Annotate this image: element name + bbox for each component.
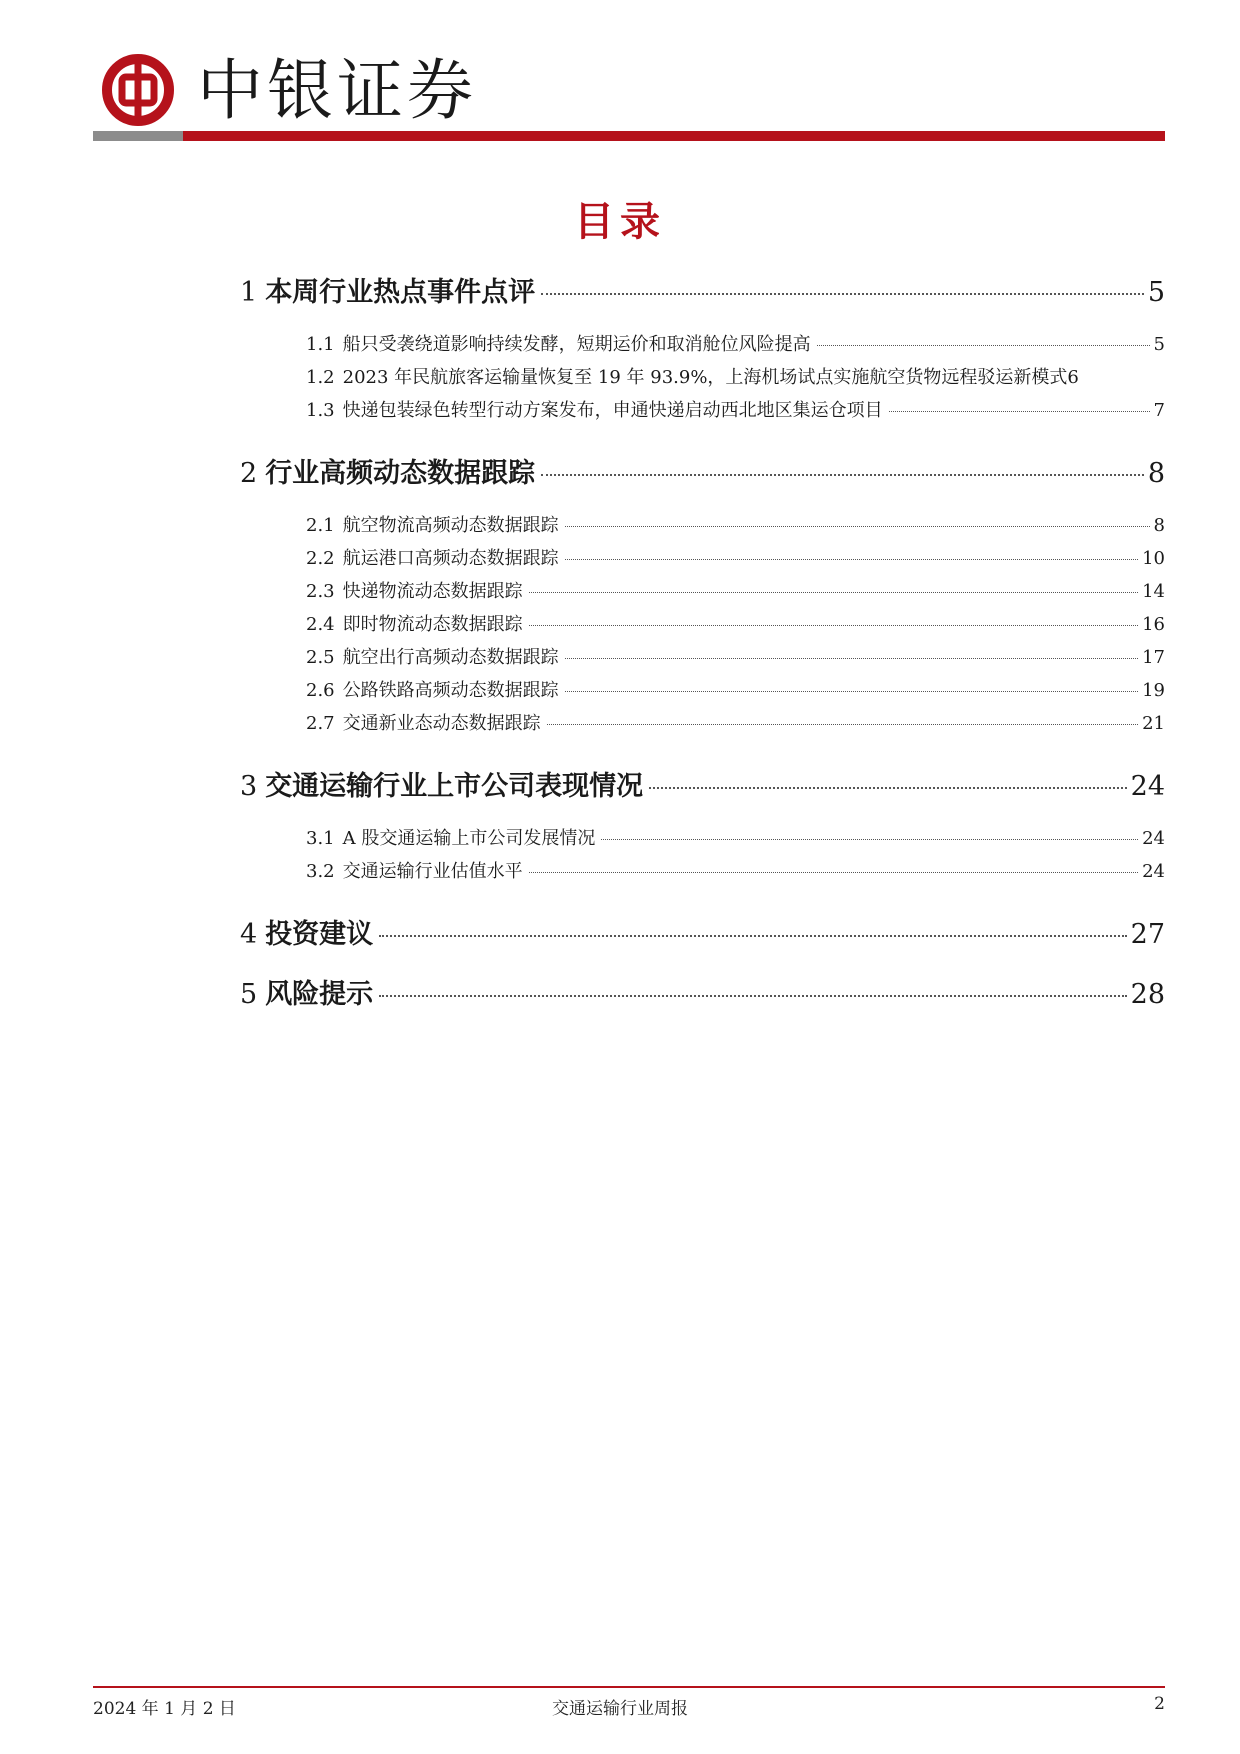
- toc-entry-number: 3.1: [306, 828, 335, 849]
- toc-entry-2-2[interactable]: [240, 544, 1165, 577]
- toc-entry-1-1[interactable]: [240, 330, 1165, 363]
- dot-leader: [529, 872, 1138, 873]
- toc-entry-page: 8: [1153, 515, 1165, 536]
- toc-entry-title: 快递包装绿色转型行动方案发布，申通快递启动西北地区集运仓项目: [342, 400, 883, 421]
- toc-entry-title: 公路铁路高频动态数据跟踪: [342, 680, 559, 701]
- toc-entry-title: 交通新业态动态数据跟踪: [342, 713, 541, 734]
- toc-entry-page: 17: [1142, 647, 1165, 668]
- dot-leader: [565, 559, 1138, 560]
- dot-leader: [889, 411, 1150, 412]
- toc-entry-title: 即时物流动态数据跟踪: [342, 614, 523, 635]
- dot-leader: [529, 625, 1138, 626]
- toc-entry-page: 28: [1130, 979, 1165, 1010]
- toc-entry-number: 1.3: [306, 400, 335, 421]
- toc-entry-page: 24: [1142, 861, 1165, 882]
- dot-leader: [601, 839, 1138, 840]
- toc-entry-page: 6: [1067, 367, 1079, 388]
- toc-entry-number: 3.2: [306, 861, 335, 882]
- toc-entry-page: 5: [1147, 277, 1165, 308]
- toc-entry-number: 1.2: [306, 367, 335, 388]
- toc-entry-number: 2.2: [306, 548, 335, 569]
- footer-date: 2024 年 1 月 2 日: [93, 1699, 236, 1719]
- toc-entry-title: 航运港口高频动态数据跟踪: [342, 548, 559, 569]
- dot-leader: [379, 935, 1126, 937]
- dot-leader: [529, 592, 1138, 593]
- toc-entry-number: 4: [240, 919, 258, 950]
- brand-name: 中银证券: [197, 52, 477, 129]
- toc-entry-2-3[interactable]: [240, 577, 1165, 610]
- header-bar-red: [183, 131, 1165, 141]
- toc-entry-page: 14: [1142, 581, 1165, 602]
- toc-entry-2-5[interactable]: [240, 643, 1165, 676]
- toc-entry-page: 19: [1142, 680, 1165, 701]
- footer-report-name: 交通运输行业周报: [552, 1699, 688, 1719]
- toc-entry-title: 交通运输行业上市公司表现情况: [265, 771, 644, 802]
- toc-entry-number: 2: [240, 458, 258, 489]
- toc-entry-2-7[interactable]: [240, 709, 1165, 742]
- toc-entry-page: 5: [1153, 334, 1165, 355]
- toc-entry-1[interactable]: [240, 270, 1165, 330]
- toc-entry-4[interactable]: [240, 912, 1165, 972]
- toc-entry-number: 2.1: [306, 515, 335, 536]
- dot-leader: [649, 787, 1126, 789]
- toc-entry-page: 21: [1142, 713, 1165, 734]
- toc-entry-3-2[interactable]: [240, 857, 1165, 890]
- toc-entry-title: 投资建议: [265, 919, 374, 950]
- toc-entry-title: 风险提示: [265, 979, 374, 1010]
- toc-entry-title: 2023 年民航旅客运输量恢复至 19 年 93.9%，上海机场试点实施航空货物远程驳运新模式: [342, 367, 1068, 388]
- toc-entry-page: 10: [1142, 548, 1165, 569]
- toc-entry-2-6[interactable]: [240, 676, 1165, 709]
- toc-entry-3[interactable]: [240, 764, 1165, 824]
- dot-leader: [565, 658, 1138, 659]
- toc-entry-1-3[interactable]: [240, 396, 1165, 429]
- toc-entry-number: 2.6: [306, 680, 335, 701]
- toc-entry-page: 27: [1130, 919, 1165, 950]
- toc-entry-title: 快递物流动态数据跟踪: [342, 581, 523, 602]
- toc-entry-title: 本周行业热点事件点评: [265, 277, 536, 308]
- toc-entry-page: 24: [1142, 828, 1165, 849]
- toc-entry-page: 16: [1142, 614, 1165, 635]
- toc-entry-2-4[interactable]: [240, 610, 1165, 643]
- toc-entry-number: 3: [240, 771, 258, 802]
- toc-entry-title: 行业高频动态数据跟踪: [265, 458, 536, 489]
- dot-leader: [541, 293, 1144, 295]
- page-header: [93, 45, 1165, 145]
- toc-entry-number: 2.3: [306, 581, 335, 602]
- dot-leader: [817, 345, 1150, 346]
- toc-entry-2[interactable]: [240, 451, 1165, 511]
- toc-entry-number: 2.4: [306, 614, 335, 635]
- bank-of-china-logo-icon: [101, 53, 175, 127]
- header-bar-gray: [93, 131, 183, 141]
- table-of-contents: [240, 270, 1165, 1032]
- toc-entry-title: 航空出行高频动态数据跟踪: [342, 647, 559, 668]
- toc-entry-title: 交通运输行业估值水平: [342, 861, 523, 882]
- toc-entry-title: 船只受袭绕道影响持续发酵，短期运价和取消舱位风险提高: [342, 334, 811, 355]
- toc-entry-number: 1.1: [306, 334, 335, 355]
- toc-entry-number: 1: [240, 277, 258, 308]
- toc-entry-page: 7: [1153, 400, 1165, 421]
- dot-leader: [565, 691, 1138, 692]
- toc-entry-number: 2.7: [306, 713, 335, 734]
- dot-leader: [547, 724, 1138, 725]
- toc-entry-number: 2.5: [306, 647, 335, 668]
- dot-leader: [379, 995, 1126, 997]
- footer-page-number: 2: [1154, 1694, 1165, 1714]
- toc-entry-5[interactable]: [240, 972, 1165, 1032]
- toc-entry-number: 5: [240, 979, 258, 1010]
- dot-leader: [541, 474, 1144, 476]
- toc-entry-title: A 股交通运输上市公司发展情况: [342, 828, 596, 849]
- toc-entry-page: 8: [1147, 458, 1165, 489]
- footer-rule: [93, 1686, 1165, 1688]
- toc-title: 目录: [574, 198, 666, 245]
- toc-entry-2-1[interactable]: [240, 511, 1165, 544]
- toc-entry-page: 24: [1130, 771, 1165, 802]
- dot-leader: [565, 526, 1150, 527]
- toc-entry-1-2[interactable]: [240, 363, 1165, 396]
- toc-entry-title: 航空物流高频动态数据跟踪: [342, 515, 559, 536]
- toc-entry-3-1[interactable]: [240, 824, 1165, 857]
